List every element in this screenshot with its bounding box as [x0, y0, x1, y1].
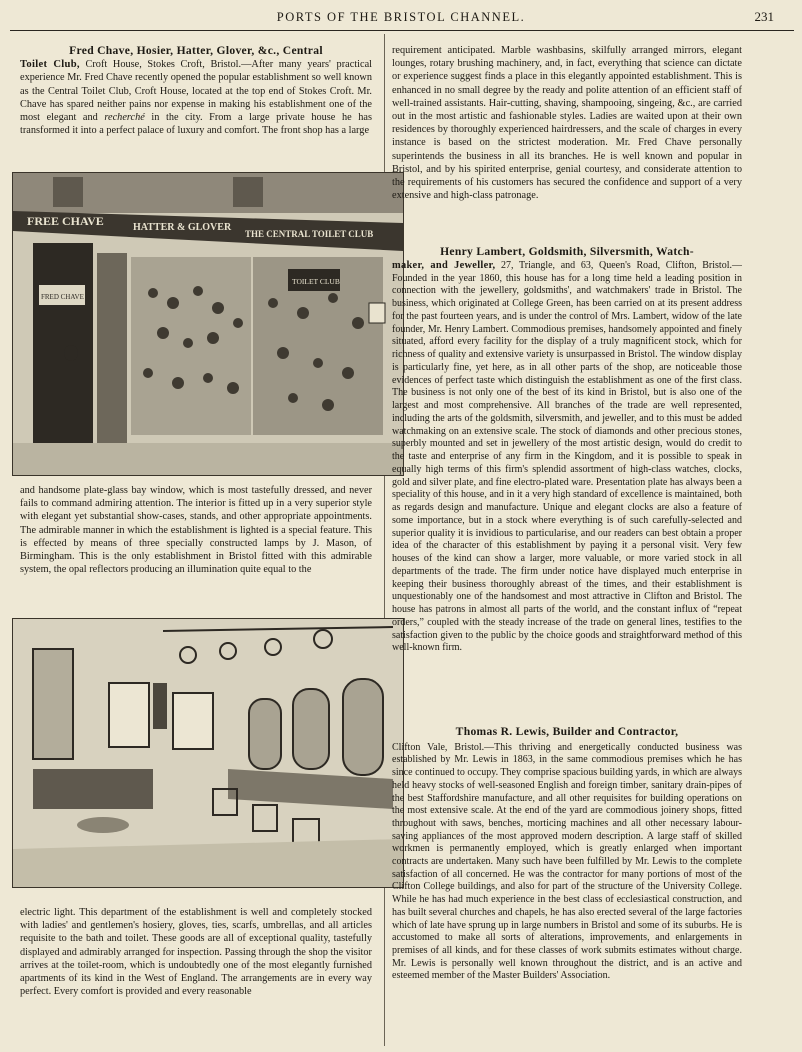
chave-heading-cont: Toilet Club,	[20, 59, 80, 71]
sign-left: FREE CHAVE	[27, 214, 104, 228]
chave-mid	[20, 484, 372, 594]
chave-recherche: recherché	[104, 112, 145, 124]
lambert-heading: Henry Lambert, Goldsmith, Silversmith, Watch-	[440, 246, 694, 258]
chave-intro	[20, 44, 372, 156]
window-sign: TOILET CLUB	[292, 277, 340, 286]
lambert-heading-cont: maker, and Jeweller,	[392, 259, 496, 271]
sign-mid: HATTER & GLOVER	[133, 222, 232, 233]
chave-intro-end: in the city. From a large private house he has transformed it into a perfect palace of luxury and comfort. The front shop has a large	[20, 112, 372, 137]
chave-bottom-text: electric light. This department of the establishment is well and completely stocked with ladies' and gentlemen's hosiery, gloves, ties, scarfs, umbrellas, and all articles requisite to the bath and toilet. These goods are all of exceptional quality, tastefully displayed and admirably arranged for inspection. Passing through the shop the visitor arrives at the toilet-room, which is undoubtedly one of the most elegantly furnished apartments of its kind in the West of England. The arrangements are in every way perfect. Every comfort is provided and every reasonable	[20, 907, 372, 998]
shopfront-drawing	[13, 173, 403, 475]
running-head: PORTS OF THE BRISTOL CHANNEL.	[276, 10, 526, 24]
chave-intro-text: Croft House, Stokes Croft, Bristol.—After many years' practical experience Mr. Fred Chave recently opened the popular establishment so well known as the Central Toilet Club, Croft House, located at the top end of Stokes Croft. Mr. Chave has spared neither pains nor expense in making his establishment one of the most elegant and	[20, 59, 372, 124]
chave-heading: Fred Chave, Hosier, Hatter, Glover, &c., Central	[69, 44, 323, 57]
lewis-article	[392, 726, 742, 1044]
door-sign: FRED CHAVE	[41, 293, 84, 301]
chave-right	[392, 44, 742, 230]
lambert-article	[392, 246, 742, 724]
chave-mid-text: and handsome plate-glass bay window, which is most tastefully dressed, and never fails to command admiring attention. The interior is fitted up in a very superior style with elegant yet substantial show-cases, stands, and other appropriate appointments. The admirable manner in which the establishment is lighted is a special feature. This is effected by means of three specially constructed lamps by J. Mason, of Birmingham. This is the only establishment in Bristol fitted with this admirable system, the opal reflectors producing an illumination quite equal to the	[20, 485, 372, 576]
sign-right: THE CENTRAL TOILET CLUB	[245, 229, 374, 239]
lewis-body: Clifton Vale, Bristol.—This thriving and energetically conducted business was established by Mr. Lewis in 1863, in the same commodious premises which he has since continued to occupy. They comprise spacious building yards, in which are always held heavy stocks of well-seasoned English and foreign timber, sanitary drain-pipes of the best Staffordshire manufacture, and all other requisites for building operations on the most extensive scale. At the end of the yard are commodious joinery shops, fitted throughout with saws, benches, morticing machines and all other necessary labour-saving appliances of the most approved modern description. A large staff of skilled workmen is permanently employed, which is greatly enlarged when important contracts are undertaken. Many such have been fulfilled by Mr. Lewis to the complete satisfaction of all concerned. He was the contractor for many portions of most of the Clifton College buildings, and also for part of the structure of the University College. While he has had much experience in the best class of ecclesiastical construction, and has built several churches and chapels, he has also erected several of the large factories which of late have sprung up in large numbers in Bristol and some of its suburbs. He is accustomed to make all sorts of alterations, improvements, and enlargements in premises of all kinds, and for these classes of work submits estimates without charge. Mr. Lewis is personally well known throughout the district, and is an active and esteemed member of the Master Builders' Association.	[392, 741, 742, 982]
page-number: 231	[754, 9, 774, 24]
chave-right-text: requirement anticipated. Marble washbasins, skilfully arranged mirrors, elegant lounges, rotary brushing machinery, and, in fact, everything that science can dictate or experience suggest finds a place in this elegantly appointed establishment. This is enhanced in no small degree by the ready and polite attention of an efficient staff of well-trained assistants. Hair-cutting, shaving, shampooing, singeing, &c., are carried out in the most artistic and fashionable styles. Ladies are waited upon at their own residences by thoroughly experienced hairdressers, and the scale of charges in every instance is based on the strictest moderation. Mr. Fred Chave personally superintends the business in all its branches. He is well known and popular in Bristol, and by his spirited enterprise, genial courtesy, and considerate attention to the requirements of his customers has secured the confidence and support of a very extensive and high-class patronage.	[392, 45, 742, 202]
chave-bottom	[20, 906, 372, 1046]
header-rule	[10, 30, 794, 31]
lewis-heading: Thomas R. Lewis, Builder and Contractor,	[455, 726, 679, 738]
toilet-room-drawing	[13, 619, 403, 887]
shopfront-illustration	[12, 172, 404, 476]
lambert-body: 27, Triangle, and 63, Queen's Road, Clifton, Bristol.—Founded in the year 1860, this house has for a long time held a leading position in connection with the jewellery, goldsmiths', and watchmakers' trade in Bristol. The business, which originated at College Green, has been carried on at its present address for the past fourteen years, and is under the control of Mrs. Lambert, widow of the late founder, Mr. Henry Lambert. Commodious premises, handsomely appointed and finely situated, afford every facility for the display of a truly magnificent stock, which for richness of quality and extensive variety is unsurpassed in Bristol. The window display is particularly fine, yet here, as in all other parts of the shop, are noticeable those evidences of perfect taste which distinguish the establishment as one of the first class. The business is not only one of the best of its kind in Bristol, but is also one of the largest and most comprehensive. All branches of the trade are well represented, including the arts of the goldsmith, silversmith, and jeweller, and to this must be added watchmaking on an extensive scale. The stock of diamonds and other precious stones, superbly mounted and set in jewellery of the most artistic design, would do credit to the taste and enterprise of any firm in the Kingdom, and it is possible to speak in equally high terms of this firm's splendid assortment of high-class watches, clocks, gold and silver plate, and fine electro-plated ware. Presentation plate has always been a speciality of this house, and in it a very high standard of excellence is maintained, both as regards design and manufacture. Unique and elegant clocks are also a feature of some importance, but in a stock where everything is of such carefully-selected and superior quality it is invidious to particularise, and our readers can best obtain a proper idea of the character of this establishment by paying it a personal visit. Very few houses of the kind can show a larger, more valuable, or more varied stock in all departments of the trade. The firm under notice have displayed much enterprise in keeping their business thoroughly abreast of the times, and their establishment is unquestionably one of the handsomest and most attractive in Clifton and Bristol. The house has patrons in almost all parts of the world, and the constant influx of “repeat orders,” coupled with the steady increase of the trade on general lines, testifies to the satisfaction given to the public by the choice goods and straightforward method of this well-known firm.	[392, 259, 742, 654]
toilet-room-illustration	[12, 618, 404, 888]
